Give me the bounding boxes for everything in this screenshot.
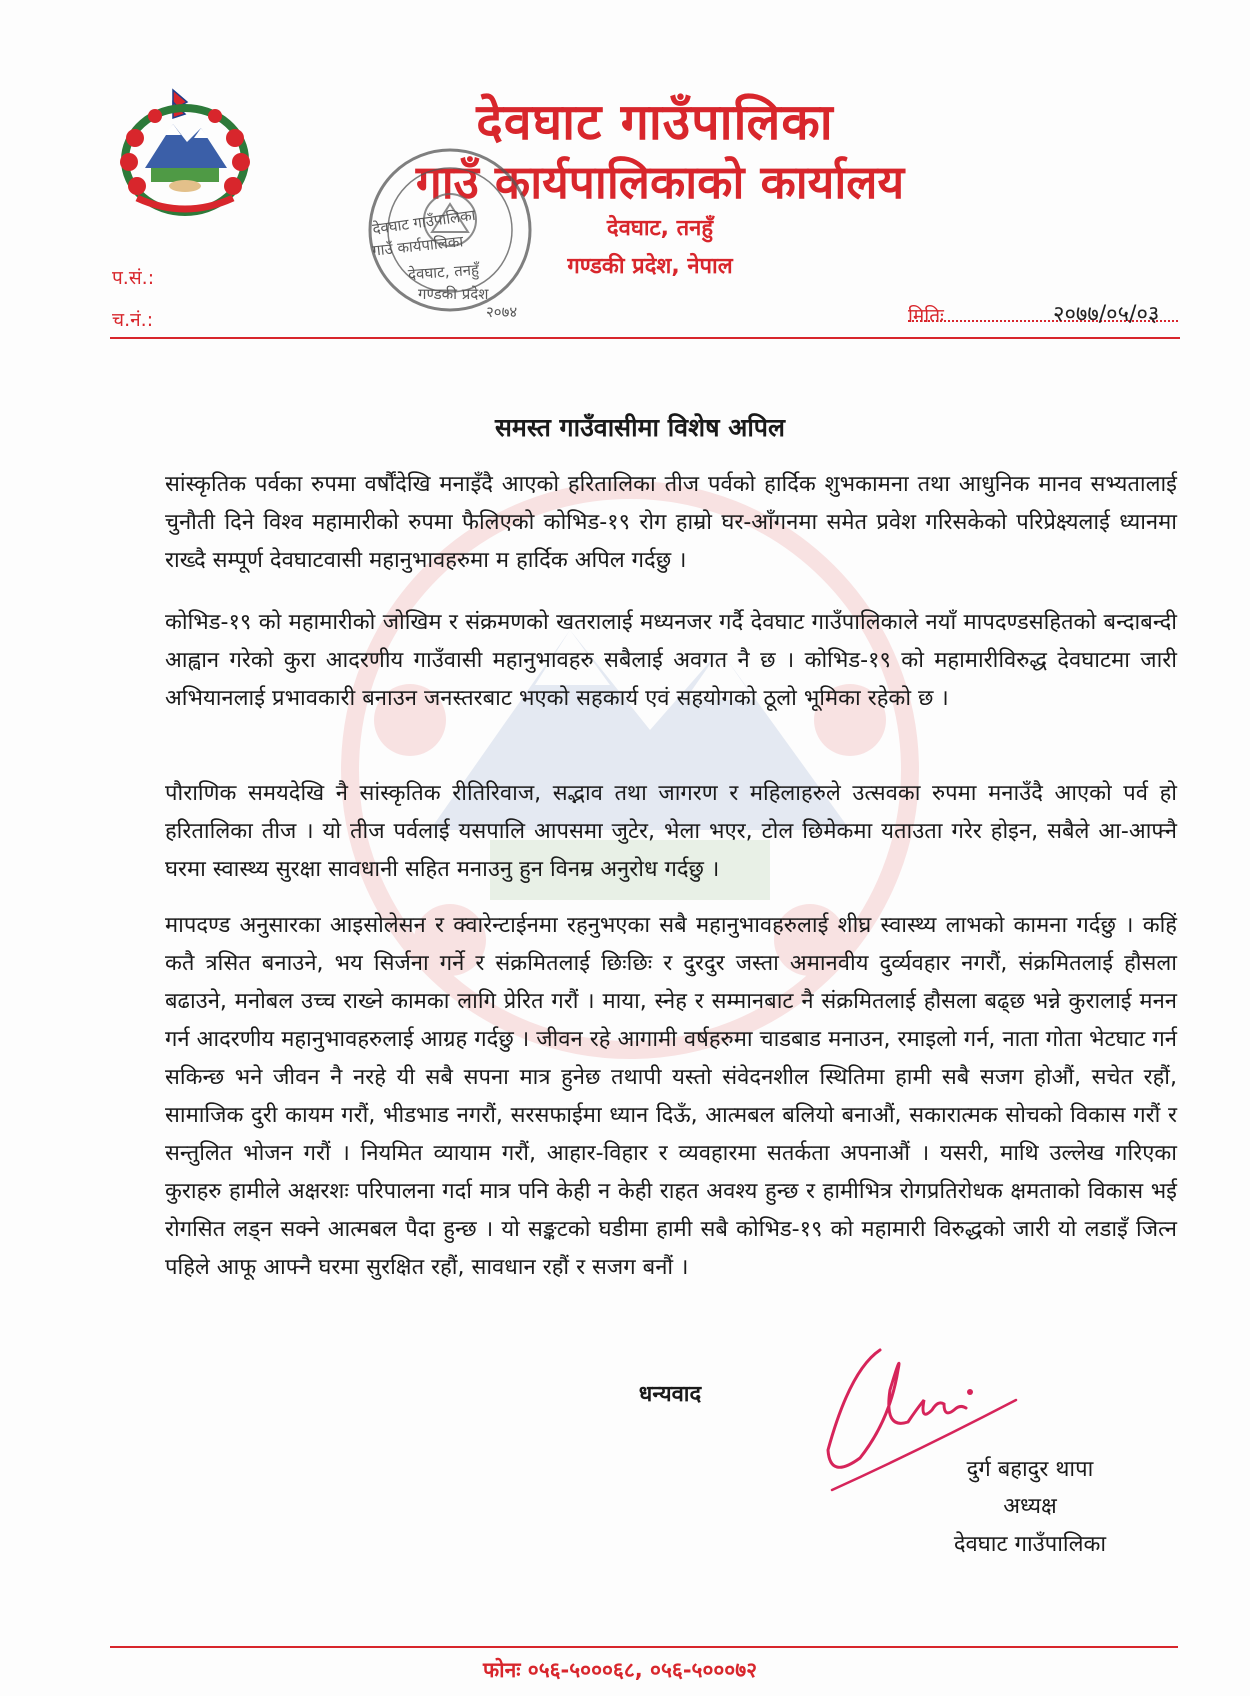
header-divider [110, 337, 1180, 339]
reference-number-label: प.सं.: [112, 267, 155, 289]
stamp-text-line1: देवघाट गाउँपालिका [371, 205, 477, 239]
stamp-text-line3: देवघाट, तनहुँ [407, 260, 480, 284]
letterhead-title: देवघाट गाउँपालिका [476, 93, 834, 151]
letterhead-subtitle: गाउँ कार्यपालिकाको कार्यालय [415, 155, 905, 209]
letterhead-address-province: गण्डकी प्रदेश, नेपाल [567, 254, 733, 279]
stamp-text-line4: गण्डकी प्रदेश [418, 285, 489, 303]
thanks-text: धन्यवाद [638, 1382, 702, 1407]
paragraph-4: मापदण्ड अनुसारका आइसोलेसन र क्वारेन्टाईनमा रहनुभएका सबै महानुभावहरुलाई शीघ्र स्वास्थ्य लाभको कामना गर्दछु । कहिं कतै त्रसित बनाउने, भय सिर्जना गर्ने र संक्रमितलाई छिःछिः र दुरदुर जस्ता अमानवीय दुर्व्यवहार नगरौं, संक्रमितलाई हौसला बढाउने, मनोबल उच्च राख्ने कामका लागि प्रेरित गरौं । माया, स्नेह र सम्मानबाट नै संक्रमितलाई हौसला बढ्छ भन्ने कुरालाई मनन गर्न आदरणीय महानुभावहरुलाई आग्रह गर्दछु । जीवन रहे आगामी वर्षहरुमा चाडबाड मनाउन, रमाइलो गर्न, नाता गोता भेटघाट गर्न सकिन्छ भने जीवन नै नरहे यी सबै सपना मात्र हुनेछ तथापी यस्तो संवेदनशील स्थितिमा हामी सबै सजग होऔं, सचेत रहौं, सामाजिक दुरी कायम गरौं, भीडभाड नगरौं, सरसफाईमा ध्यान दिऊँ, आत्मबल बलियो बनाऔं, सकारात्मक सोचको विकास गरौं र सन्तुलित भोजन गरौं । नियमित व्यायाम गरौं, आहार-विहार र व्यवहारमा सतर्कता अपनाऔं । यसरी, माथि उल्लेख गरिएका कुराहरु हामीले अक्षरशः परिपालना गर्दा मात्र पनि केही न केही राहत अवश्य हुन्छ र हामीभित्र रोगप्रतिरोधक क्षमताको विकास भई रोगसित लड्न सक्ने आत्मबल पैदा हुन्छ । यो सङ्कटको घडीमा हामी सबै कोभिड-१९ को महामारी विरुद्धको जारी यो लडाइँ जित्न पहिले आफू आफ्नै घरमा सुरक्षित रहौं, सावधान रहौं र सजग बनौं । [165, 913, 1177, 1280]
stamp-text-line2: गाउँ कार्यपालिका [371, 232, 464, 260]
footer-divider [110, 1646, 1178, 1648]
date-value: २०७७/०५/०३ [1053, 302, 1160, 327]
dispatch-number-label: च.नं.: [112, 309, 154, 331]
signatory-name: दुर्ग बहादुर थापा [966, 1457, 1094, 1482]
date-field [908, 300, 1178, 330]
signatory-title: अध्यक्ष [1003, 1494, 1057, 1519]
paragraph-1: सांस्कृतिक पर्वका रुपमा वर्षौंदेखि मनाइँदै आएको हरितालिका तीज पर्वको हार्दिक शुभकामना तथा आधुनिक मानव सभ्यतालाई चुनौती दिने विश्व महामारीको रुपमा फैलिएको कोभिड-१९ रोग हाम्रो घर-आँगनमा समेत प्रवेश गरिसकेको परिप्रेक्ष्यलाई ध्यानमा राख्दै सम्पूर्ण देवघाटवासी महानुभावहरुमा म हार्दिक अपिल गर्दछु । [165, 472, 1177, 573]
stamp-text-line5: २०७४ [486, 303, 518, 321]
signatory-office: देवघाट गाउँपालिका [953, 1532, 1107, 1557]
letterhead-address-district: देवघाट, तनहुँ [606, 216, 714, 241]
footer-phone: फोनः ०५६-५०००६८, ०५६-५०००७२ [482, 1658, 758, 1682]
nepal-emblem-icon [115, 88, 255, 218]
date-label: मितिः [908, 305, 944, 327]
paragraph-3: पौराणिक समयदेखि नै सांस्कृतिक रीतिरिवाज, सद्भाव तथा जागरण र महिलाहरुले उत्सवका रुपमा मनाउँदै आएको पर्व हो हरितालिका तीज । यो तीज पर्वलाई यसपालि आपसमा जुटेर, भेला भएर, टोल छिमेकमा यताउता गरेर होइन, सबैले आ-आफ्नै घरमा स्वास्थ्य सुरक्षा सावधानी सहित मनाउनु हुन विनम्र अनुरोध गर्दछु । [165, 781, 1177, 882]
paragraph-2: कोभिड-१९ को महामारीको जोखिम र संक्रमणको खतरालाई मध्यनजर गर्दै देवघाट गाउँपालिकाले नयाँ मापदण्डसहितको बन्दाबन्दी आह्वान गरेको कुरा आदरणीय गाउँवासी महानुभावहरु सबैलाई अवगत नै छ । कोभिड-१९ को महामारीविरुद्ध देवघाटमा जारी अभियानलाई प्रभावकारी बनाउन जनस्तरबाट भएको सहकार्य एवं सहयोगको ठूलो भूमिका रहेको छ । [165, 610, 1177, 711]
letter-subject: समस्त गाउँवासीमा विशेष अपिल [495, 413, 785, 442]
